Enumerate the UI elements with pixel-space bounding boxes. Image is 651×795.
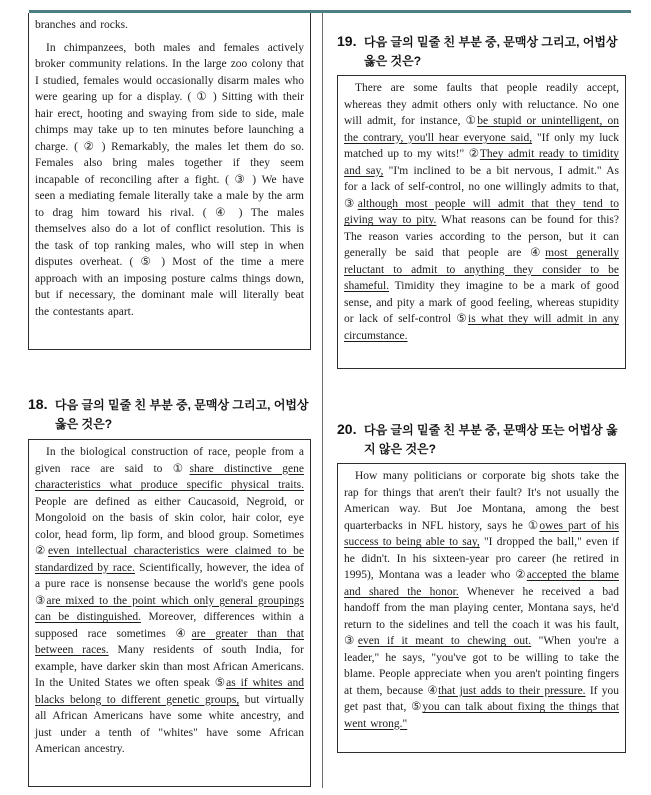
question-20-passage-box: [337, 463, 626, 753]
text-segment: Whenever he received a bad handoff from the man playing center, Montana says, he'd return to the sidelines and tell the coach it was his fault, ③: [344, 585, 619, 647]
passage-paragraph: [35, 40, 304, 321]
continuation-passage-box: [28, 13, 311, 350]
underlined-answer-segment: is what they will admit in any circumstance.: [344, 313, 620, 342]
text-segment: In chimpanzees, both males and females actively broker community relations. In the large zoo colony that I studied, females would occasionally disarm males who were gearing up for a display. ( ① ) Sitting with their hair erect, hooting and swaying from side to side, male chimps may take up to ten minutes before launching a charge. ( ② ) Remarkably, the males let them do so. Females also bring males together if they seem incapable of reconciling after a fight. ( ③ ) We have seen a mediating female literally take a male by the arm to drag him toward his rival. ( ④ ) The males themselves also do a lot of conflict resolution. This is the task of top ranking males, who will step in when disputes overheat. ( ⑤ ) Most of the time a mere approach with an imposing posture calms things down, but if necessary, the dominant male will literally beat the contestants apart.: [35, 41, 304, 318]
text-segment: "I'm inclined to be a bit nervous, I admit." As for a lack of self-control, no one willingly admits to that, ③: [344, 164, 620, 210]
underlined-answer-segment: you can talk about fixing the things that went wrong.": [344, 701, 619, 730]
question-18-number: 18.: [28, 396, 48, 412]
question-19-passage-box: [337, 75, 626, 369]
question-19-prompt: 다음 글의 밑줄 친 부분 중, 문맥상 그리고, 어법상 옳은 것은?: [364, 35, 618, 68]
text-segment: Timidity they imagine to be a mark of good sense, and pity a mark of good feeling, whereas stupidity or lack of self-control ⑤: [344, 280, 619, 325]
question-18-passage-box: [28, 439, 311, 787]
text-segment: Scientifically, however, the idea of a pure race is nonsense because the world's gene pools ③: [35, 561, 304, 607]
text-segment: "When you're a leader," he says, "you've got to be willing to take the blame. People appreciate when you aren't pointing fingers at them, because ④: [344, 635, 620, 697]
text-segment: Moreover, differences within a supposed race sometimes ④: [35, 611, 305, 640]
text-segment: There are some faults that people readily accept, whereas they admit others only with reluctance. No one will admit, for instance, ①: [344, 82, 619, 127]
passage-paragraph: [35, 17, 304, 34]
text-segment: Many residents of south India, for example, have darker skin than most African Americans. In the United States we often speak ⑤: [35, 644, 304, 689]
underlined-answer-segment: as if whites and blacks belong to different genetic groups,: [35, 677, 305, 706]
underlined-answer-segment: even intellectual characteristics were claimed to be standardized by race.: [35, 545, 304, 574]
underlined-answer-segment: most generally reluctant to admit to anything they consider to be shameful.: [344, 247, 619, 292]
underlined-answer-segment: accepted the blame and shared the honor.: [344, 569, 619, 598]
text-segment: but virtually all African Americans have some white ancestry, and just under a tenth of "whites" have some African American ancestry.: [35, 693, 304, 755]
question-19-number: 19.: [337, 33, 357, 49]
underlined-answer-segment: owes part of his success to being able to say,: [344, 519, 619, 548]
left-column: [28, 13, 311, 787]
question-18-prompt: 다음 글의 밑줄 친 부분 중, 문맥상 그리고, 어법상 옳은 것은?: [55, 398, 309, 431]
underlined-answer-segment: although most people will admit that they tend to giving way to pity.: [344, 197, 620, 226]
passage-paragraph: [35, 444, 304, 758]
underlined-answer-segment: even if it meant to chewing out.: [357, 635, 532, 647]
question-20-number: 20.: [337, 421, 357, 437]
text-segment: What reasons can be found for this? The reason varies according to the person, but it can generally be said that people are ④: [344, 214, 619, 259]
question-19-header: [337, 33, 626, 71]
passage-paragraph: [344, 468, 619, 732]
question-20-prompt: 다음 글의 밑줄 친 부분 중, 문맥상 또는 어법상 옳지 않은 것은?: [364, 423, 618, 456]
text-segment: How many politicians or corporate big shots take the rap for things that aren't their fault? It's not usually the American way. But Joe Montana, among the best quarterbacks in NFL history, says he ①: [344, 470, 619, 532]
column-divider: [322, 13, 323, 788]
question-18-header: [28, 396, 311, 434]
text-segment: branches and rocks.: [35, 19, 129, 31]
underlined-answer-segment: that just adds to their pressure.: [438, 684, 586, 697]
text-segment: In the biological construction of race, people from a given race are said to ①: [35, 446, 304, 475]
text-segment: "I dropped the ball," even if he didn't. In his sixteen-year pro career (he retired in 1995), Montana was a leader who ②: [344, 536, 619, 581]
underlined-answer-segment: share distinctive gene characteristics what produce specific physical traits.: [35, 462, 304, 491]
right-column: [337, 13, 626, 753]
text-segment: "If only my luck matched up to my wits!" ②: [344, 131, 619, 160]
underlined-answer-segment: are mixed to the point which only general groupings can be distinguished.: [35, 594, 305, 623]
question-20-header: [337, 421, 626, 459]
underlined-answer-segment: are greater than that between races.: [35, 627, 304, 656]
passage-paragraph: [344, 80, 619, 344]
underlined-answer-segment: be stupid or unintelligent, on the contrary, you'll hear everyone said,: [344, 115, 619, 144]
text-segment: People are defined as either Caucasoid, Negroid, or Mongoloid on the basis of skin color, hair color, eye color, head form, lip form, and blood group. Sometimes ②: [35, 495, 304, 557]
text-segment: If you get past that, ⑤: [344, 684, 619, 713]
underlined-answer-segment: They admit ready to timidity and say,: [344, 148, 619, 177]
